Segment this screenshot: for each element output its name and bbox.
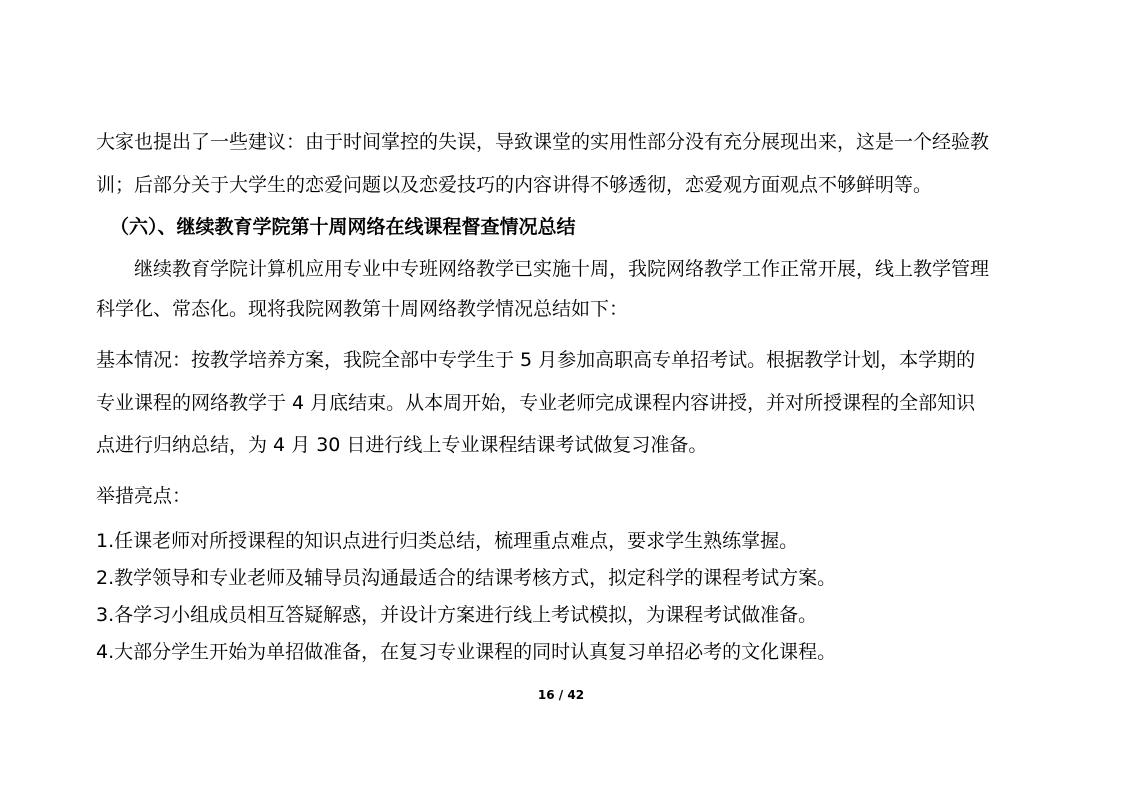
list-item: 1.任课老师对所授课程的知识点进行归类总结，梳理重点难点，要求学生熟练掌握。 [96,530,799,552]
section-heading: （六）、继续教育学院第十周网络在线课程督查情况总结 [110,216,576,238]
list-item: 2.教学领导和专业老师及辅导员沟通最适合的结课考核方式，拟定科学的课程考试方案。 [96,567,837,589]
paragraph-line: 点进行归纳总结，为 4 月 30 日进行线上专业课程结课考试做复习准备。 [96,434,708,456]
list-item: 3.各学习小组成员相互答疑解惑，并设计方案进行线上考试模拟，为课程考试做准备。 [96,604,818,626]
paragraph-line: 专业课程的网络教学于 4 月底结束。从本周开始，专业老师完成课程内容讲授，并对所授课程的全部知识 [96,392,976,414]
paragraph-line: 基本情况：按教学培养方案，我院全部中专学生于 5 月参加高职高专单招考试。根据教学计划，本学期的 [96,349,976,371]
paragraph-line: 继续教育学院计算机应用专业中专班网络教学已实施十周，我院网络教学工作正常开展，线上教学管理 [134,258,990,280]
paragraph-line: 训；后部分关于大学生的恋爱问题以及恋爱技巧的内容讲得不够透彻，恋爱观方面观点不够鲜明等。 [96,174,933,196]
paragraph-line: 大家也提出了一些建议：由于时间掌控的失误，导致课堂的实用性部分没有充分展现出来，这是一个经验教 [96,131,990,153]
page-number: 16 / 42 [537,688,585,702]
list-item: 4.大部分学生开始为单招做准备，在复习专业课程的同时认真复习单招必考的文化课程。 [96,641,837,663]
subheading-line: 举措亮点： [96,485,192,507]
paragraph-line: 科学化、常态化。现将我院网教第十周网络教学情况总结如下： [96,298,629,320]
